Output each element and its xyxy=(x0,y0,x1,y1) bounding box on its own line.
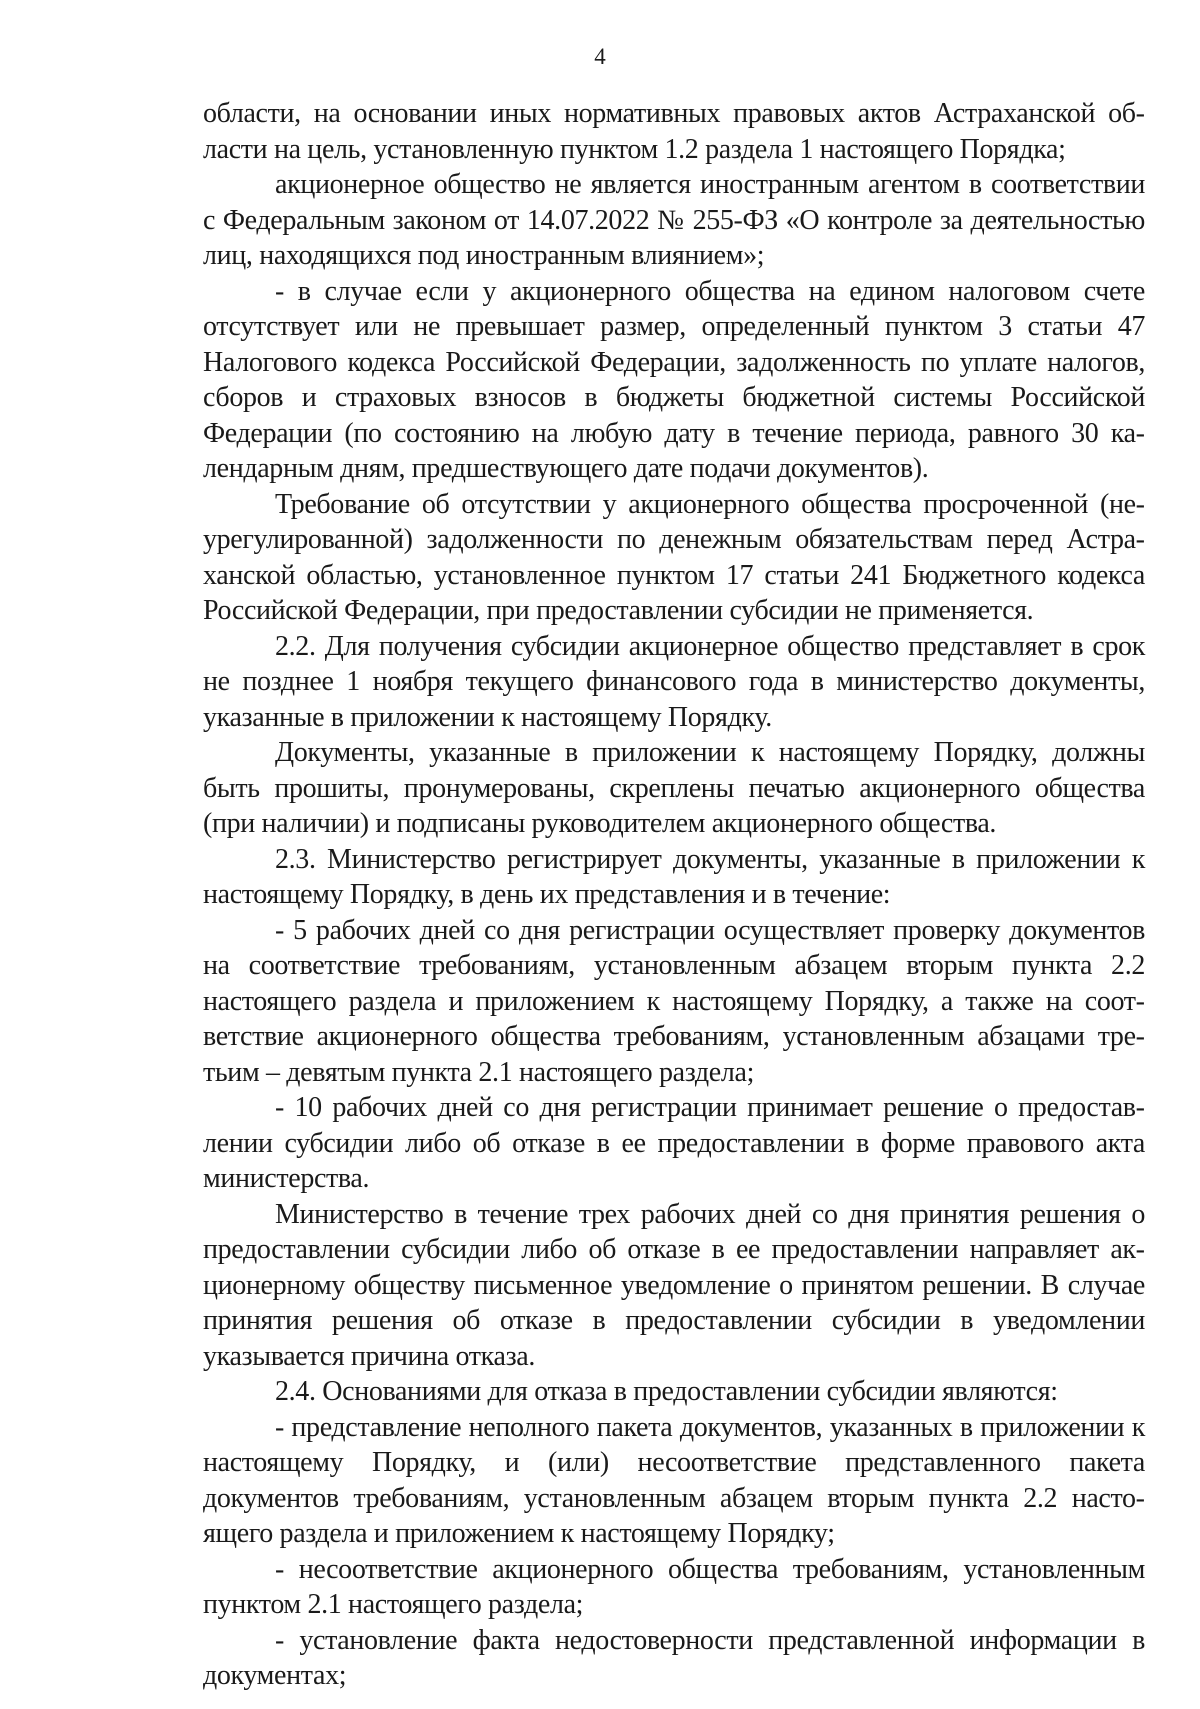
paragraph-notification: Министерство в течение трех рабочих дней со дня принятия решения о предоставлении субсидии либо об отказе в ее предоставлении направляет акционерному обществу письменное уведомление о принятом решении. В случае принятия решения об отказе в предоставлении субсидии в уведомлении указывается причина отказа. xyxy=(203,1198,1145,1372)
paragraph-continuation: области, на основании иных нормативных правовых актов Астраханской области на цель, установленную пунктом 1.2 раздела 1 настоящего Порядка; xyxy=(203,98,1145,165)
paragraph-refusal-noncompliance: - несоответствие акционерного общества требованиям, установленным пунктом 2.1 настоящего раздела; xyxy=(203,1553,1145,1620)
document-body xyxy=(203,96,1145,1694)
paragraph-foreign-agent-requirement: акционерное общество не является иностранным агентом в соответствии с Федеральным законом от 14.07.2022 № 255-ФЗ «О контроле за деятельностью лиц, находящихся под иностранным влиянием»; xyxy=(203,169,1145,271)
paragraph-overdue-debt-exception: Требование об отсутствии у акционерного общества просроченной (неурегулированной) задолженности по денежным обязательствам перед Астраханской областью, установленное пунктом 17 статьи 241 Бюджетного кодекса Российской Федерации, при предоставлении субсидии не применяется. xyxy=(203,488,1145,626)
page-number: 4 xyxy=(594,44,606,69)
paragraph-5-days-check: - 5 рабочих дней со дня регистрации осуществляет проверку документов на соответствие требованиям, установленным абзацем вторым пункта 2.2 настоящего раздела и приложением к настоящему Порядку, а также на соответствие акционерного общества требованиям, установленным абзацами третьим – девятым пункта 2.1 настоящего раздела; xyxy=(203,914,1145,1088)
paragraph-2-3: 2.3. Министерство регистрирует документы, указанные в приложении к настоящему Порядку, в день их представления и в течение: xyxy=(203,843,1145,910)
paragraph-refusal-false-info: - установление факта недостоверности представленной информации в документах; xyxy=(203,1624,1145,1691)
paragraph-refusal-incomplete-package: - представление неполного пакета документов, указанных в приложении к настоящему Порядку, и (или) несоответствие представленного пакета документов требованиям, установленным абзацем вторым пункта 2.2 настоящего раздела и приложением к настоящему Порядку; xyxy=(203,1411,1145,1549)
paragraph-tax-debt-requirement: - в случае если у акционерного общества на едином налоговом счете отсутствует или не превышает размер, определенный пунктом 3 статьи 47 Налогового кодекса Российской Федерации, задолженность по уплате налогов, сборов и страховых взносов в бюджеты бюджетной системы Российской Федерации (по состоянию на любую дату в течение периода, равного 30 календарным дням, предшествующего дате подачи документов). xyxy=(203,275,1145,484)
paragraph-documents-formatting: Документы, указанные в приложении к настоящему Порядку, должны быть прошиты, пронумерованы, скреплены печатью акционерного общества (при наличии) и подписаны руководителем акционерного общества. xyxy=(203,737,1145,839)
paragraph-2-2: 2.2. Для получения субсидии акционерное общество представляет в срок не позднее 1 ноября текущего финансового года в министерство документы, указанные в приложении к настоящему Порядку. xyxy=(203,630,1145,733)
paragraph-10-days-decision: - 10 рабочих дней со дня регистрации принимает решение о предоставлении субсидии либо об отказе в ее предоставлении в форме правового акта министерства. xyxy=(203,1092,1145,1194)
paragraph-2-4: 2.4. Основаниями для отказа в предоставлении субсидии являются: xyxy=(275,1376,1058,1407)
